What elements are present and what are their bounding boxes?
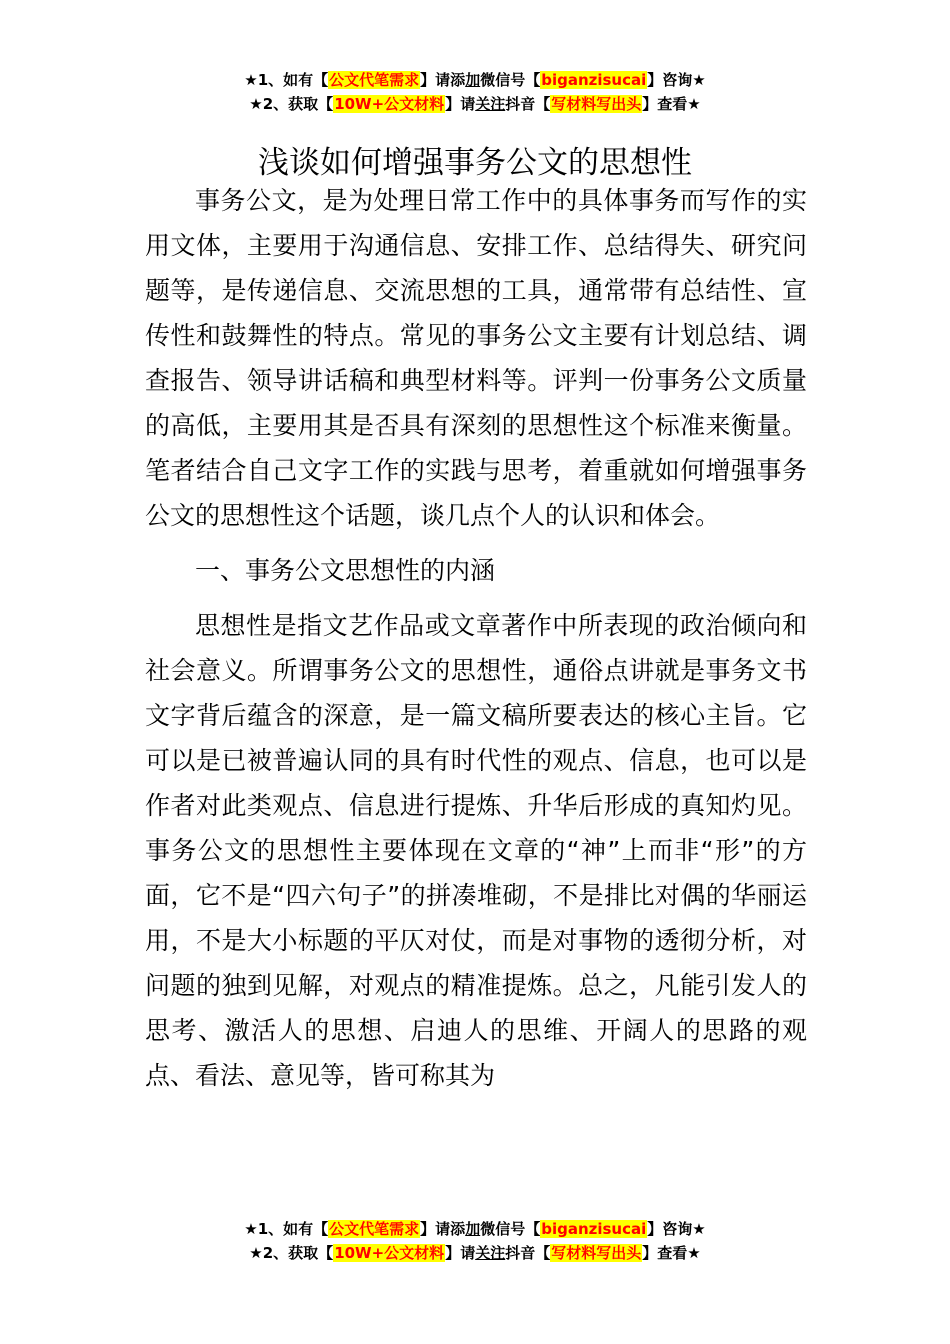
promo-banner-bottom (0, 1217, 950, 1265)
paragraph-section-1: 思想性是指文艺作品或文章著作中所表现的政治倾向和社会意义。所谓事务公文的思想性，通俗点讲就是事务文书文字背后蕴含的深意，是一篇文稿所要表达的核心主旨。它可以是已被普遍认同的具有时代性的观点、信息，也可以是作者对此类观点、信息进行提炼、升华后形成的真知灼见。事务公文的思想性主要体现在文章的“神”上而非“形”的方面，它不是“四六句子”的拼凑堆砌，不是排比对偶的华丽运用，不是大小标题的平仄对仗，而是对事物的透彻分析，对问题的独到见解，对观点的精准提炼。总之，凡能引发人的思考、激活人的思想、启迪人的思维、开阔人的思路的观点、看法、意见等，皆可称其为 (145, 611, 807, 1090)
promo-banner-top (0, 68, 950, 116)
section-heading-1: 一、事务公文思想性的内涵 (195, 556, 496, 585)
highlight-materials: 10W+公文材料 (334, 1244, 445, 1262)
highlight-service: 公文代笔需求 (329, 1220, 420, 1238)
highlight-service: 公文代笔需求 (329, 71, 420, 89)
paragraph-intro: 事务公文，是为处理日常工作中的具体事务而写作的实用文体，主要用于沟通信息、安排工作、总结得失、研究问题等，是传递信息、交流思想的工具，通常带有总结性、宣传性和鼓舞性的特点。常见的事务公文主要有计划总结、调查报告、领导讲话稿和典型材料等。评判一份事务公文质量的高低，主要用其是否具有深刻的思想性这个标准来衡量。笔者结合自己文字工作的实践与思考，着重就如何增强事务公文的思想性这个话题，谈几点个人的认识和体会。 (145, 186, 807, 530)
highlight-wechat-id: biganzisucai (541, 71, 647, 89)
document-body (145, 178, 807, 1098)
promo-line-1: ★1、如有【公文代笔需求】请添加微信号【biganzisucai】咨询★ (244, 71, 706, 89)
document-title: 浅谈如何增强事务公文的思想性 (258, 144, 692, 181)
highlight-douyin: 写材料写出头 (551, 95, 642, 113)
highlight-douyin: 写材料写出头 (551, 1244, 642, 1262)
highlight-materials: 10W+公文材料 (334, 95, 445, 113)
promo-line-2: ★2、获取【10W+公文材料】请关注抖音【写材料写出头】查看★ (249, 95, 701, 113)
promo-line-1-bottom: ★1、如有【公文代笔需求】请添加微信号【biganzisucai】咨询★ (244, 1220, 706, 1238)
highlight-wechat-id: biganzisucai (541, 1220, 647, 1238)
promo-line-2-bottom: ★2、获取【10W+公文材料】请关注抖音【写材料写出头】查看★ (249, 1244, 701, 1262)
